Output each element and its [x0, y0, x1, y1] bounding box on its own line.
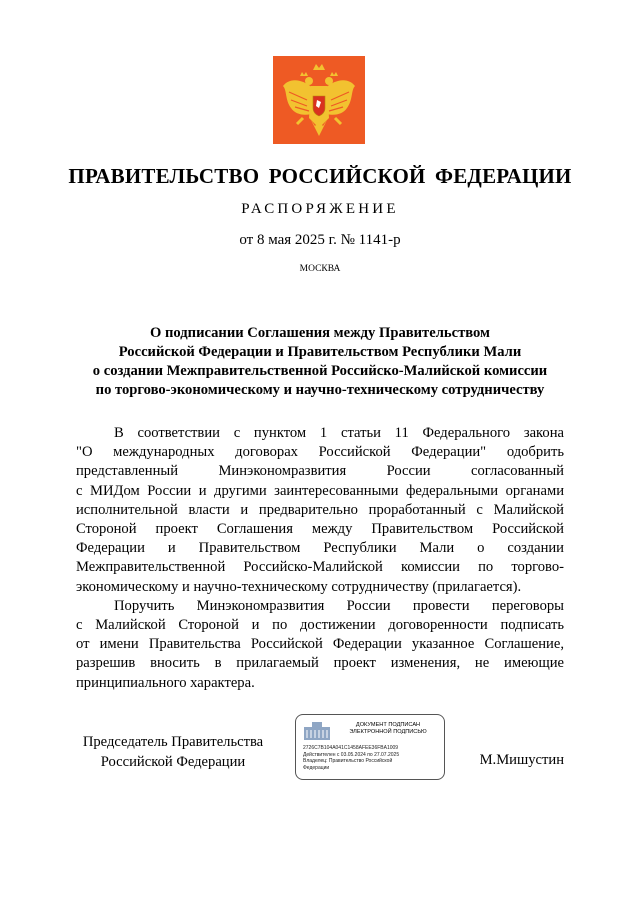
body-line: Стороной проект Соглашения между Правительством Российской [76, 521, 564, 538]
document-body [76, 424, 564, 693]
stamp-title-line: ДОКУМЕНТ ПОДПИСАН [355, 722, 421, 728]
subject-line: о создании Межправительственной Российско-Малийской комиссии [92, 363, 548, 379]
body-line: разрешив вносить в прилагаемый проект изменения, не имеющие [76, 655, 564, 672]
body-line: Федерации и Правительством Республики Мали о создании [76, 540, 564, 557]
stamp-owner: Федерации [303, 764, 330, 771]
document-subject [40, 324, 600, 400]
stamp-title-line: ЭЛЕКТРОННОЙ ПОДПИСЬЮ [349, 729, 427, 735]
building-icon [303, 721, 331, 741]
electronic-signature-stamp [295, 714, 445, 780]
body-line: от имени Правительства Российской Федерации указанное Соглашение, [76, 636, 564, 653]
body-line: "О международных договорах Российской Федерации" одобрить [76, 444, 564, 461]
stamp-details [303, 745, 443, 771]
subject-line: О подписании Соглашения между Правительством [150, 325, 490, 341]
stamp-title [336, 722, 440, 736]
stamp-serial: 2726C7B104A041C1458AFEE36FBA1009 [303, 745, 399, 751]
body-line: Поручить Минэкономразвития России провести переговоры [114, 597, 564, 614]
signatory-name: М.Мишустин [479, 752, 564, 768]
signatory-position [68, 733, 278, 772]
stamp-validity: Действителен с 03.05.2024 по 27.07.2025 [303, 751, 400, 758]
document-date-number: от 8 мая 2025 г. № 1141-р [239, 232, 401, 248]
body-line: экономическому и научно-техническому сотрудничеству (прилагается). [76, 578, 522, 595]
body-line: исполнительной власти и предварительно проработанный с Малийской [76, 501, 564, 518]
subject-line: Российской Федерации и Правительством Республики Мали [118, 344, 522, 360]
government-title: ПРАВИТЕЛЬСТВО РОССИЙСКОЙ ФЕДЕРАЦИИ [68, 164, 572, 188]
position-line: Российской Федерации [100, 753, 246, 770]
body-line: Межправительственной Российско-Малийской комиссии по торгово- [76, 559, 564, 576]
stamp-owner: Владелец: Правительство Российской [303, 758, 393, 764]
position-line: Председатель Правительства [82, 734, 264, 750]
coat-of-arms-emblem [273, 56, 365, 144]
subject-line: по торгово-экономическому и научно-техническому сотрудничеству [95, 382, 545, 398]
document-type: РАСПОРЯЖЕНИЕ [241, 201, 399, 217]
body-line: с МИДом России и другими заинтересованными федеральными органами [76, 482, 564, 499]
body-line: представленный Минэкономразвития России согласованный [76, 463, 564, 480]
body-line: В соответствии с пунктом 1 статьи 11 Федерального закона [114, 425, 564, 441]
body-line: принципиального характера. [76, 674, 255, 691]
document-city: МОСКВА [299, 264, 341, 274]
body-line: с Малийской Стороной и по достижении договоренности подписать [76, 617, 564, 634]
